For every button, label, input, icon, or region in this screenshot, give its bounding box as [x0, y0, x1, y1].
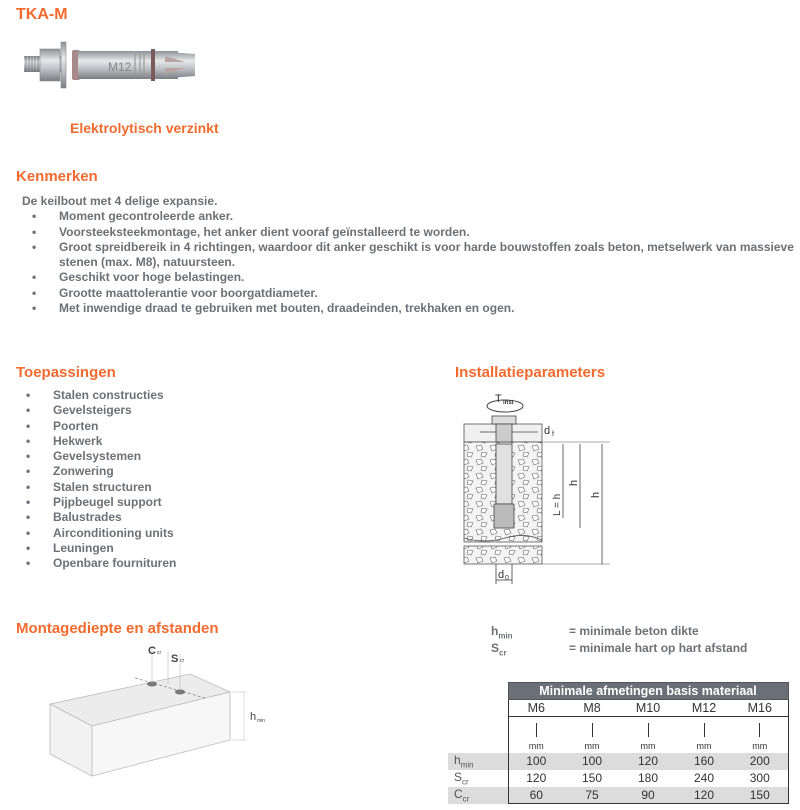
anchor-bolt-image [20, 32, 200, 100]
dimensions-table [448, 682, 789, 804]
column-header: M16 [732, 700, 788, 717]
svg-text:d: d [498, 569, 505, 581]
spacing-diagram [40, 640, 280, 780]
list-item: • Stalen structuren [26, 479, 152, 494]
svg-text:0: 0 [505, 575, 509, 582]
list-item: • Gevelsteigers [26, 403, 132, 418]
legend-row: $S_{cr}$ = minimale hart op hart afstand [491, 641, 748, 658]
product-title: TKA-M [16, 6, 68, 23]
list-item: • Hekwerk [26, 433, 103, 448]
svg-text:h: h [250, 711, 257, 723]
svg-text:cr: cr [157, 650, 162, 656]
legend-row: $h_{min}$ = minimale beton dikte [491, 624, 699, 641]
list-item: • Stalen constructies [26, 388, 164, 402]
list-item: • Geschikt voor hoge belastingen. [32, 270, 245, 285]
table-row: $h_{min}$ 100 100 120 160 200 [448, 753, 788, 770]
list-item: • Gevelsystemen [26, 449, 142, 464]
list-item: • Balustrades [26, 510, 122, 525]
column-header: M6 [508, 700, 564, 717]
list-item: • Moment gecontroleerde anker. [32, 209, 234, 224]
list-item: • Pijpbeugel support [26, 495, 162, 510]
list-item: • Airconditioning units [26, 525, 174, 540]
section-heading-installatieparameters: Installatieparameters [455, 364, 606, 381]
installation-diagram [460, 388, 620, 588]
column-header: M8 [564, 700, 620, 717]
list-item: • Met inwendige draad te gebruiken met bouten, draadeinden, trekhaken en ogen. [32, 301, 515, 316]
svg-text:h: h [568, 479, 580, 486]
unit-cell: mm [732, 717, 788, 753]
table-row: $C_{cr}$ 60 75 90 120 150 [448, 787, 788, 804]
unit-cell: mm [508, 717, 564, 753]
table-row: $S_{cr}$ 120 150 180 240 300 [448, 770, 788, 787]
svg-text:f: f [552, 431, 554, 438]
list-item: • Leuningen [26, 540, 114, 555]
svg-text:d: d [544, 425, 551, 437]
svg-text:cr: cr [180, 658, 185, 664]
list-item: • Grootte maattolerantie voor boorgatdiameter. [32, 285, 318, 300]
svg-text:C: C [148, 645, 156, 657]
bolt-size-label: M12 [108, 60, 132, 74]
section-heading-montagediepte: Montagediepte en afstanden [16, 620, 219, 637]
svg-text:T: T [495, 393, 502, 405]
svg-text:inst: inst [503, 400, 514, 406]
table-title: Minimale afmetingen basis materiaal [508, 683, 788, 700]
unit-cell: mm [564, 717, 620, 753]
svg-text:min: min [257, 718, 266, 724]
list-item: • Poorten [26, 418, 99, 433]
kenmerken-intro: De keilbout met 4 delige expansie. [22, 194, 218, 208]
list-item: • Openbare fournituren [26, 556, 177, 571]
toepassingen-list [16, 388, 176, 572]
column-header: M10 [620, 700, 676, 717]
symbol-legend [491, 625, 747, 660]
kenmerken-list [22, 194, 800, 316]
svg-text:L = h: L = h [552, 493, 563, 516]
list-item: • Groot spreidbereik in 4 richtingen, waardoor dit anker geschikt is voor harde bouwstoffen zoals beton, metselwerk van massieve [32, 239, 794, 254]
unit-cell: mm [676, 717, 732, 753]
list-item: • Voorsteeksteekmontage, het anker dient vooraf geïnstalleerd te worden. [32, 224, 470, 239]
list-item: • Zonwering [26, 464, 114, 479]
unit-cell: mm [620, 717, 676, 753]
svg-text:h: h [590, 491, 602, 498]
column-header: M12 [676, 700, 732, 717]
section-heading-toepassingen: Toepassingen [16, 364, 116, 381]
finish-label: Elektrolytisch verzinkt [70, 120, 219, 136]
list-item-continuation: stenen (max. M8), natuursteen. [59, 255, 236, 270]
svg-text:S: S [171, 653, 179, 665]
section-heading-kenmerken: Kenmerken [16, 168, 98, 185]
